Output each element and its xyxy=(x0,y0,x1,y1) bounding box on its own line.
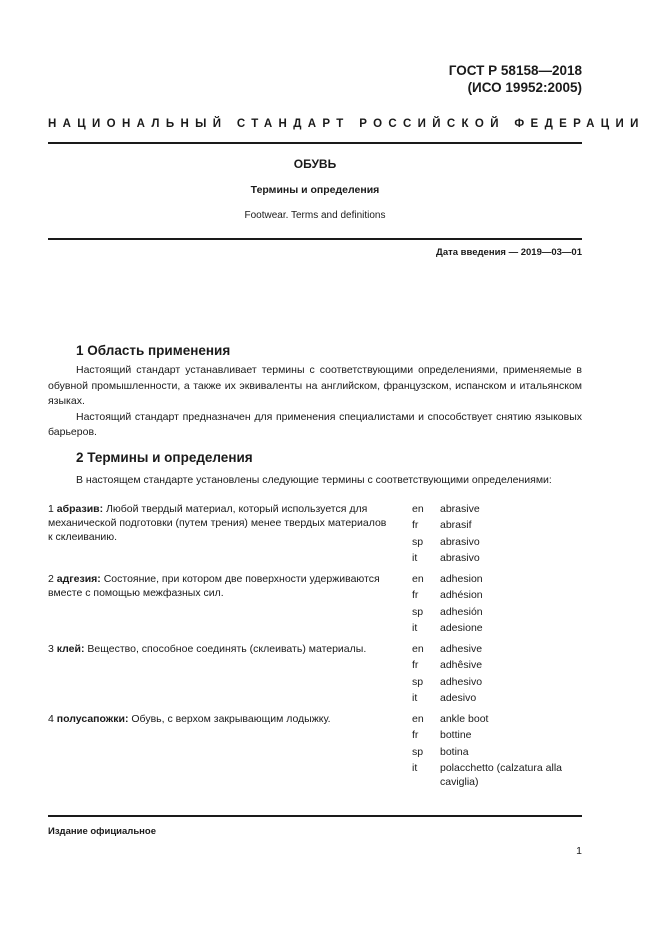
term-name: адгезия: xyxy=(56,573,101,585)
term-entry-2 xyxy=(48,572,393,600)
term-number: 3 xyxy=(48,643,54,655)
language-code: fr xyxy=(412,729,419,742)
top-divider xyxy=(48,142,582,144)
equivalent-row xyxy=(412,658,587,674)
language-code: en xyxy=(412,503,424,515)
equivalent-row xyxy=(412,675,587,691)
term-3-equivalents xyxy=(412,642,587,707)
term-name: полусапожки: xyxy=(56,713,129,725)
language-code: sp xyxy=(412,605,424,618)
equivalent-row xyxy=(412,502,587,518)
equivalent-word: adhesivo xyxy=(440,675,483,688)
equivalent-row xyxy=(412,588,587,604)
term-number: 2 xyxy=(48,573,54,585)
language-code: sp xyxy=(412,675,424,688)
document-subtitle: Термины и определения xyxy=(250,184,380,196)
equivalent-row xyxy=(412,761,587,789)
term-1-equivalents xyxy=(412,502,587,567)
section-1-body xyxy=(48,363,582,441)
term-2-equivalents xyxy=(412,572,587,637)
equivalent-row xyxy=(412,691,587,707)
term-4-equivalents xyxy=(412,712,587,789)
language-code: it xyxy=(412,551,418,564)
footer-divider xyxy=(48,815,582,817)
equivalent-word: polacchetto (calzatura alla caviglia) xyxy=(440,761,562,788)
section-1-heading: 1 Область применения xyxy=(76,343,231,358)
equivalent-word: ankle boot xyxy=(440,713,489,725)
term-entry-4 xyxy=(48,712,393,726)
term-entry-1 xyxy=(48,502,393,544)
language-code: en xyxy=(412,643,424,655)
term-definition: Вещество, способное соединять (склеивать) материалы. xyxy=(87,643,367,655)
equivalent-row xyxy=(412,621,587,637)
section-2-heading: 2 Термины и определения xyxy=(76,450,253,465)
language-code: it xyxy=(412,761,418,774)
section-1-paragraph-2: Настоящий стандарт предназначен для применения специалистами и способствует снятию языковых барьеров. xyxy=(48,410,582,438)
term-definition: Состояние, при котором две поверхности удерживаются вместе с помощью межфазных сил. xyxy=(48,573,380,599)
equivalent-row xyxy=(412,535,587,551)
page-number: 1 xyxy=(576,845,582,857)
document-title: ОБУВЬ xyxy=(293,157,337,171)
equivalent-word: adesione xyxy=(440,621,483,634)
equivalent-word: abrasivo xyxy=(440,551,480,564)
official-edition-label: Издание официальное xyxy=(48,826,156,837)
language-code: it xyxy=(412,691,418,704)
language-code: fr xyxy=(412,519,419,532)
equivalent-word: adhésion xyxy=(440,589,483,602)
gost-code: ГОСТ Р 58158—2018 xyxy=(448,63,582,78)
equivalent-row xyxy=(412,572,587,588)
language-code: it xyxy=(412,621,418,634)
equivalent-word: adhêsive xyxy=(440,659,483,672)
language-code: sp xyxy=(412,535,424,548)
equivalent-word: adesivo xyxy=(440,691,477,704)
language-code: en xyxy=(412,573,424,585)
introduction-date: Дата введения — 2019—03—01 xyxy=(436,247,582,258)
language-code: fr xyxy=(412,659,419,672)
equivalent-word: abrasif xyxy=(440,519,472,532)
term-definition: Любой твердый материал, который используется для механической подготовки (путем трения) менее твердых материалов к склеиванию. xyxy=(48,503,387,543)
section-1-paragraph-1: Настоящий стандарт устанавливает термины с соответствующими определениями, применяемые в обувной промышленности, а также их эквиваленты на английском, французском, испанском и итальянском языках. xyxy=(48,364,582,407)
language-code: en xyxy=(412,713,424,725)
term-name: клей: xyxy=(56,643,85,655)
term-number: 4 xyxy=(48,713,54,725)
equivalent-row xyxy=(412,728,587,744)
section-2-intro xyxy=(48,473,582,489)
language-code: sp xyxy=(412,745,424,758)
term-name: абразив: xyxy=(56,503,104,515)
equivalent-row xyxy=(412,518,587,534)
equivalent-row xyxy=(412,745,587,761)
equivalent-word: adhesion xyxy=(440,573,483,585)
equivalent-row xyxy=(412,551,587,567)
equivalent-word: botina xyxy=(440,745,469,758)
term-number: 1 xyxy=(48,503,54,515)
equivalent-word: adhesión xyxy=(440,605,483,618)
iso-code: (ИСО 19952:2005) xyxy=(467,80,582,95)
equivalent-word: abrasivo xyxy=(440,535,480,548)
standard-code xyxy=(449,62,582,96)
national-standard-banner: НАЦИОНАЛЬНЫЙ СТАНДАРТ РОССИЙСКОЙ ФЕДЕРАЦИИ xyxy=(48,118,645,130)
equivalent-row xyxy=(412,712,587,728)
equivalent-word: abrasive xyxy=(440,503,480,515)
english-title: Footwear. Terms and definitions xyxy=(244,210,386,221)
term-entry-3 xyxy=(48,642,393,656)
section-2-intro-text: В настоящем стандарте установлены следующие термины с соответствующими определениями: xyxy=(76,474,552,486)
equivalent-row xyxy=(412,642,587,658)
equivalent-word: adhesive xyxy=(440,643,483,655)
equivalent-word: bottine xyxy=(440,729,472,742)
title-divider xyxy=(48,238,582,240)
equivalent-row xyxy=(412,605,587,621)
language-code: fr xyxy=(412,589,419,602)
term-definition: Обувь, с верхом закрывающим лодыжку. xyxy=(131,713,331,725)
